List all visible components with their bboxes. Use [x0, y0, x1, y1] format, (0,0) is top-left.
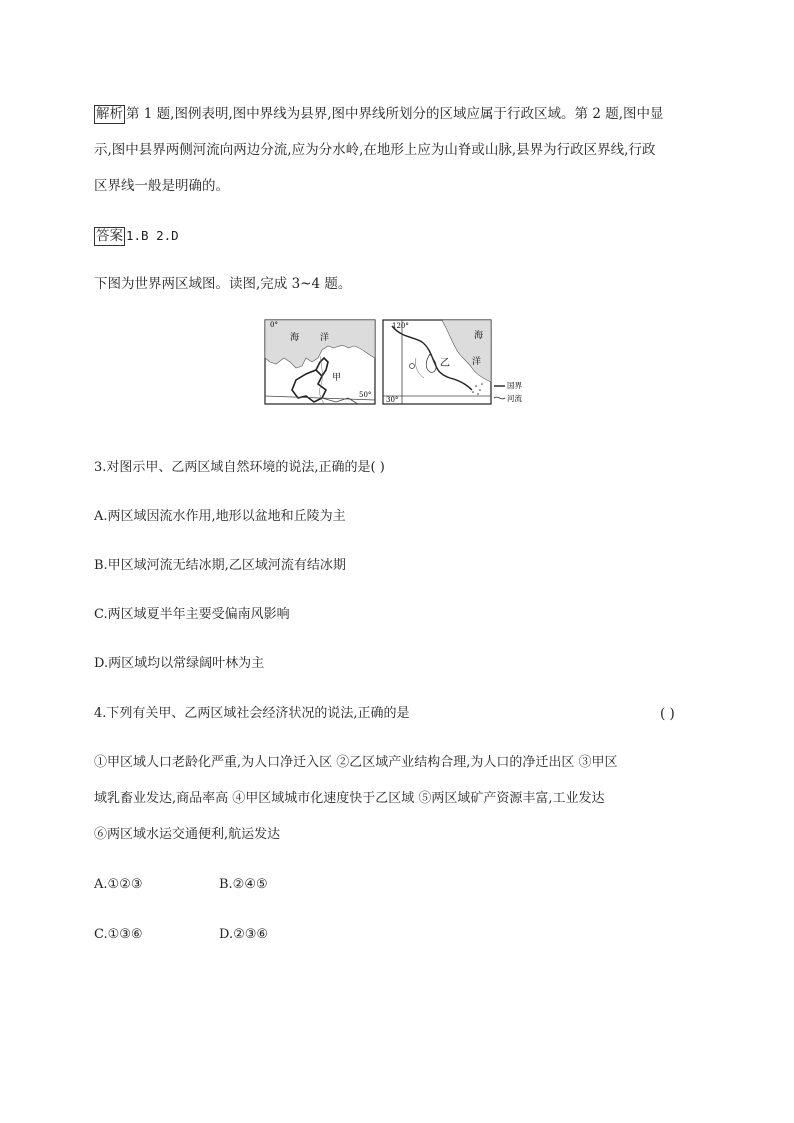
left-region-label: 甲 — [332, 373, 342, 383]
q3-option-b: B.甲区域河流无结冰期,乙区域河流有结冰期 — [94, 558, 346, 573]
left-sea-label-1: 海 — [290, 333, 300, 343]
left-sea-label-2: 洋 — [320, 333, 330, 343]
q4-stem: 4.下列有关甲、乙两区域社会经济状况的说法,正确的是 — [94, 706, 410, 721]
q4-option-c: C.①③⑥ — [94, 927, 143, 942]
q4-option-b: B.②④⑤ — [219, 877, 268, 892]
q3-option-c: C.两区域夏半年主要受偏南风影响 — [94, 607, 290, 622]
answer-tag: 答案 — [96, 228, 123, 244]
q4-statement-line-1: ①甲区域人口老龄化严重,为人口净迁入区 ②乙区域产业结构合理,为人口的净迁出区 ③甲区 — [94, 755, 618, 770]
q4-option-d: D.②③⑥ — [219, 927, 269, 942]
q4-answer-paren: ( ) — [660, 706, 675, 722]
analysis-line-1: 解析 第 1 题,图例表明,图中界线为县界,图中界线所划分的区域应属于行政区域。第 2 题,图中显 — [96, 106, 664, 122]
left-lon-label: 0° — [270, 321, 278, 329]
legend-border-label: 国界 — [507, 381, 522, 390]
analysis-line-3: 区界线一般是明确的。 — [94, 178, 229, 194]
analysis-tag: 解析 — [96, 106, 123, 122]
right-sea-label-2: 洋 — [472, 357, 482, 367]
question-intro: 下图为世界两区域图。读图,完成 3~4 题。 — [94, 276, 352, 292]
q3-stem: 3.对图示甲、乙两区域自然环境的说法,正确的是( ) — [94, 460, 385, 475]
legend-river-label: 河流 — [507, 394, 522, 403]
map-jia — [265, 320, 375, 404]
q3-option-a: A.两区域因流水作用,地形以盆地和丘陵为主 — [94, 509, 346, 524]
answer-block — [94, 218, 700, 254]
q4-statement-line-3: ⑥两区域水运交通便利,航运发达 — [94, 827, 281, 842]
q4-option-a: A.①②③ — [94, 877, 143, 892]
region-maps-figure — [262, 318, 542, 408]
map-legend — [494, 381, 522, 403]
q4-statement-line-2: 域乳畜业发达,商品率高 ④甲区域城市化速度快于乙区域 ⑤两区域矿产资源丰富,工业发达 — [94, 791, 605, 806]
q4-statements — [94, 745, 700, 853]
right-lat-label: 30° — [386, 396, 399, 404]
map-yi — [383, 320, 491, 404]
analysis-block — [94, 96, 700, 204]
left-lat-label: 50° — [359, 391, 372, 399]
right-region-label: 乙 — [440, 358, 450, 369]
analysis-line-2: 示,图中县界两侧河流向两边分流,应为分水岭,在地形上应为山脊或山脉,县界为行政区界线,行政 — [94, 142, 656, 158]
right-sea-label-1: 海 — [474, 331, 484, 341]
right-lon-label: 120° — [392, 322, 409, 330]
answer-text: 1.B 2.D — [126, 228, 179, 243]
q3-option-d: D.两区域均以常绿阔叶林为主 — [94, 656, 265, 671]
